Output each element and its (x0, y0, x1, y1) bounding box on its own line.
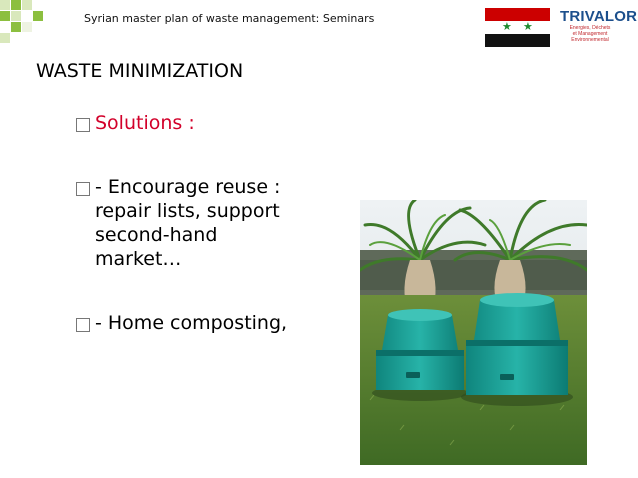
bullet-line: second-hand (95, 224, 218, 246)
bullet-box-icon (76, 118, 90, 132)
bullet-line: - Encourage reuse : (95, 176, 281, 198)
logo-name: TRIVALOR (560, 8, 638, 25)
logo-tagline-line: Environnemental (571, 37, 609, 43)
trivalor-logo (560, 8, 638, 52)
bullet-text: Solutions : (95, 112, 195, 134)
flag-star-icon: ★ (523, 20, 533, 33)
flag-star-icon: ★ (502, 20, 512, 33)
slide-title: WASTE MINIMIZATION (36, 60, 244, 82)
bullet-line: market… (95, 248, 182, 270)
header-text: Syrian master plan of waste management: Seminars (84, 12, 375, 25)
bullet-box-icon (76, 182, 90, 196)
bullet-text: - Home composting, (95, 312, 288, 334)
compost-bins-photo (360, 200, 587, 465)
logo-tagline (560, 25, 620, 43)
syrian-flag (485, 8, 550, 47)
bullet-line: repair lists, support (95, 200, 280, 222)
logo-tagline-line: Energies, Déchets (569, 25, 611, 31)
logo-tagline-line: et Management (572, 31, 608, 37)
bullet-box-icon (76, 318, 90, 332)
